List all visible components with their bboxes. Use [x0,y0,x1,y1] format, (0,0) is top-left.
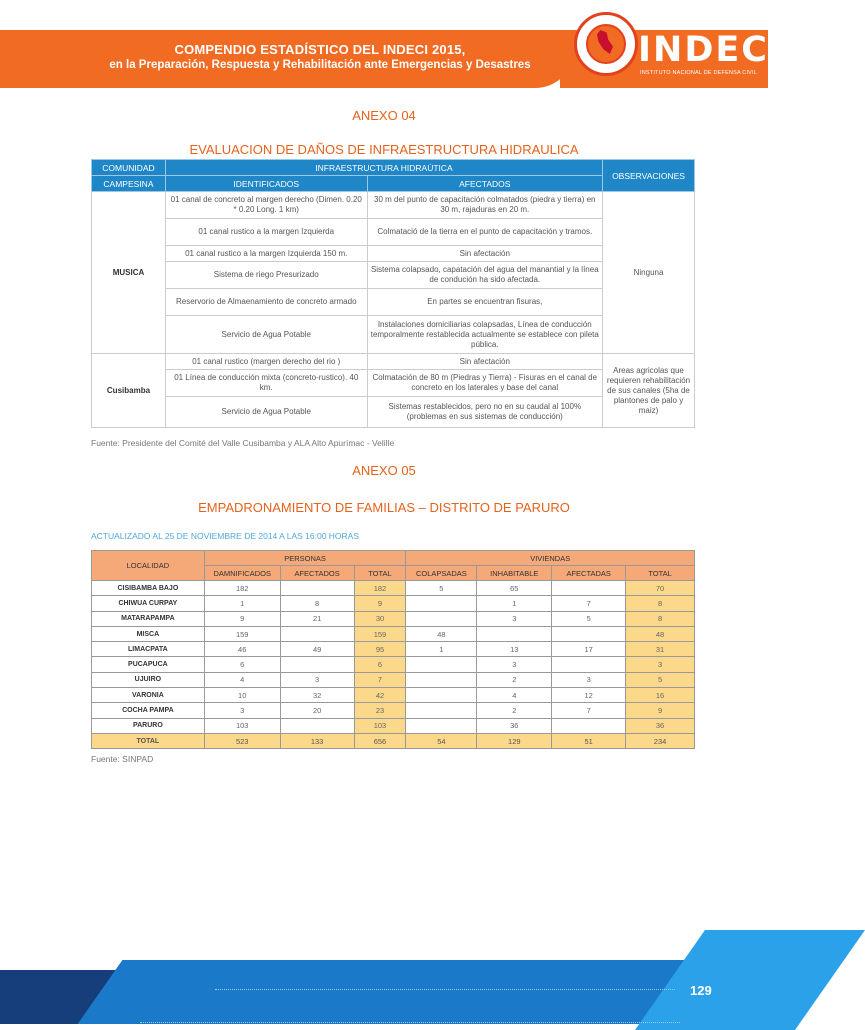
personas-total-cell: 9 [354,596,406,611]
locality-cell: TOTAL [92,733,205,748]
personas-total-cell: 656 [354,733,406,748]
inhabitable-cell: 129 [477,733,552,748]
table-row [92,672,695,687]
affected-cell: 30 m del punto de capacitación colmatados (piedra y tierra) en 30 m, rajaduras en 20 m. [367,192,602,219]
col-header-infra: INFRAESTRUCTURA HIDRAÚTICA [165,160,602,176]
inhabitable-cell: 2 [477,703,552,718]
damnificados-cell: 159 [204,626,280,641]
header-subtitle: en la Preparación, Respuesta y Rehabilitación ante Emergencias y Desastres [109,59,531,71]
viviendas-total-cell: 48 [626,626,695,641]
locality-cell: CHIWUA CURPAY [92,596,205,611]
observation-cell: Areas agricolas que requieren rehabilitación de sus canales (5ha de plantones de palo y maiz) [603,354,695,428]
brand-subtitle: INSTITUTO NACIONAL DE DEFENSA CIVIL [640,70,758,76]
inhabitable-cell: 36 [477,718,552,733]
col-header-personas: PERSONAS [204,551,406,566]
afectados-cell: 49 [280,642,354,657]
viviendas-total-cell: 31 [626,642,695,657]
colapsadas-cell: 1 [406,642,477,657]
identified-cell: Servicio de Agua Potable [165,316,367,354]
affected-cell: Instalaciones domiciliarias colapsadas, Línea de conducción temporalmente restablecida actualmente se establece con pileta pública. [367,316,602,354]
colapsadas-cell [406,657,477,672]
afectadas-cell [552,626,626,641]
viviendas-total-cell: 36 [626,718,695,733]
table-row [92,354,695,370]
afectados-cell: 133 [280,733,354,748]
afectados-cell [280,626,354,641]
damnificados-cell: 46 [204,642,280,657]
afectadas-cell: 5 [552,611,626,626]
table-row [92,611,695,626]
damnificados-cell: 1 [204,596,280,611]
colapsadas-cell: 48 [406,626,477,641]
col-header-afectadas: AFECTADAS [552,566,626,581]
identified-cell: 01 canal de concreto al margen derecho (Dimen. 0.20 * 0.20 Long. 1 km) [165,192,367,219]
personas-total-cell: 103 [354,718,406,733]
afectadas-cell [552,581,626,596]
afectados-cell [280,657,354,672]
family-registry-table [91,550,695,749]
colapsadas-cell [406,611,477,626]
col-header-localidad: LOCALIDAD [92,551,205,581]
inhabitable-cell: 3 [477,611,552,626]
personas-total-cell: 95 [354,642,406,657]
table-row [92,703,695,718]
inhabitable-cell: 2 [477,672,552,687]
col-header-comunidad: COMUNIDAD [92,160,166,176]
personas-total-cell: 7 [354,672,406,687]
affected-cell: Sin afectación [367,354,602,370]
locality-cell: LIMACPATA [92,642,205,657]
infrastructure-damage-table [91,159,695,428]
afectadas-cell: 17 [552,642,626,657]
affected-cell: Sistemas restablecidos, pero no en su caudal al 100% (problemas en sus sistemas de conducción) [367,397,602,428]
table-row [92,596,695,611]
colapsadas-cell: 54 [406,733,477,748]
personas-total-cell: 30 [354,611,406,626]
locality-cell: MATARAPAMPA [92,611,205,626]
viviendas-total-cell: 3 [626,657,695,672]
col-header-afectados: AFECTADOS [367,176,602,192]
identified-cell: 01 canal rustico (margen derecho del rio ) [165,354,367,370]
identified-cell: Servicio de Agua Potable [165,397,367,428]
community-cell: Cusibamba [92,354,166,428]
table-row [92,688,695,703]
table-row [92,642,695,657]
col-header-damnificados: DAMNIFICADOS [204,566,280,581]
observation-cell: Ninguna [603,192,695,354]
viviendas-total-cell: 5 [626,672,695,687]
affected-cell: Sistema colapsado, capatación del agua del manantial y la línea de condución ha sido afectada. [367,262,602,289]
afectadas-cell: 51 [552,733,626,748]
personas-total-cell: 6 [354,657,406,672]
col-header-total: TOTAL [354,566,406,581]
afectados-cell: 21 [280,611,354,626]
colapsadas-cell [406,672,477,687]
footer-dotted-line-2 [140,1022,680,1023]
afectadas-cell: 12 [552,688,626,703]
afectadas-cell: 7 [552,703,626,718]
colapsadas-cell [406,688,477,703]
damnificados-cell: 182 [204,581,280,596]
viviendas-total-cell: 70 [626,581,695,596]
affected-cell: Colmatación de 80 m (Piedras y Tierra) - Fisuras en el canal de concreto en los laterales y base del canal [367,370,602,397]
col-header-viviendas: VIVIENDAS [406,551,695,566]
afectadas-cell: 3 [552,672,626,687]
affected-cell: En partes se encuentran fisuras, [367,289,602,316]
colapsadas-cell [406,703,477,718]
viviendas-total-cell: 16 [626,688,695,703]
table-row [92,626,695,641]
damnificados-cell: 523 [204,733,280,748]
inhabitable-cell [477,626,552,641]
page-number: 129 [690,983,712,998]
locality-cell: MISCA [92,626,205,641]
identified-cell: 01 canal rustico a la margen Izquierda [165,219,367,246]
afectadas-cell [552,718,626,733]
colapsadas-cell: 5 [406,581,477,596]
viviendas-total-cell: 8 [626,611,695,626]
inhabitable-cell: 1 [477,596,552,611]
page-footer [0,900,768,1024]
table-row [92,718,695,733]
inhabitable-cell: 65 [477,581,552,596]
footer-light-band [635,930,865,1030]
damnificados-cell: 103 [204,718,280,733]
affected-cell: Colmatació de la tierra en el punto de capacitación y tramos. [367,219,602,246]
personas-total-cell: 182 [354,581,406,596]
damnificados-cell: 9 [204,611,280,626]
annex4-title: EVALUACION DE DAÑOS DE INFRAESTRUCTURA HIDRAULICA [189,142,579,157]
afectados-cell: 20 [280,703,354,718]
inhabitable-cell: 13 [477,642,552,657]
col-header-afectados: AFECTADOS [280,566,354,581]
afectados-cell: 32 [280,688,354,703]
damnificados-cell: 10 [204,688,280,703]
affected-cell: Sin afectación [367,246,602,262]
locality-cell: UJUIRO [92,672,205,687]
identified-cell: Reservorio de Almaenamiento de concreto armado [165,289,367,316]
table-row [92,657,695,672]
col-header-identificados: IDENTIFICADOS [165,176,367,192]
colapsadas-cell [406,596,477,611]
table-row [92,581,695,596]
personas-total-cell: 23 [354,703,406,718]
col-header-inhabitable: INHABITABLE [477,566,552,581]
locality-cell: VARONIA [92,688,205,703]
afectados-cell: 3 [280,672,354,687]
afectados-cell [280,718,354,733]
damnificados-cell: 3 [204,703,280,718]
afectados-cell: 8 [280,596,354,611]
viviendas-total-cell: 9 [626,703,695,718]
locality-cell: CISIBAMBA BAJO [92,581,205,596]
annex4-source: Fuente: Presidente del Comité del Valle Cusibamba y ALA Alto Apurímac - Velille [91,438,395,448]
annex5-source: Fuente: SINPAD [91,754,154,764]
total-row [92,733,695,748]
annex5-label: ANEXO 05 [352,463,416,478]
damnificados-cell: 6 [204,657,280,672]
annex5-updated: ACTUALIZADO AL 25 DE NOVIEMBRE DE 2014 A LAS 16:00 HORAS [91,531,360,541]
personas-total-cell: 42 [354,688,406,703]
annex5-title: EMPADRONAMIENTO DE FAMILIAS – DISTRITO DE PARURO [198,500,570,515]
identified-cell: Sistema de riego Presurizado [165,262,367,289]
footer-dotted-line [215,989,675,990]
col-header-observaciones: OBSERVACIONES [603,160,695,192]
indeci-seal-logo [574,12,638,76]
personas-total-cell: 159 [354,626,406,641]
locality-cell: PARURO [92,718,205,733]
header-band [0,30,575,88]
damnificados-cell: 4 [204,672,280,687]
identified-cell: 01 canal rustico a la margen Izquierda 150 m. [165,246,367,262]
community-cell: MUSICA [92,192,166,354]
annex4-label: ANEXO 04 [352,108,416,123]
col-header-colapsadas: COLAPSADAS [406,566,477,581]
identified-cell: 01 Línea de conducción mixta (concreto-rustico). 40 km. [165,370,367,397]
inhabitable-cell: 4 [477,688,552,703]
col-header-campesina: CAMPESINA [92,176,166,192]
viviendas-total-cell: 234 [626,733,695,748]
locality-cell: PUCAPUCA [92,657,205,672]
afectadas-cell: 7 [552,596,626,611]
col-header-total2: TOTAL [626,566,695,581]
inhabitable-cell: 3 [477,657,552,672]
afectados-cell [280,581,354,596]
locality-cell: COCHA PAMPA [92,703,205,718]
afectadas-cell [552,657,626,672]
viviendas-total-cell: 8 [626,596,695,611]
table-row [92,192,695,219]
colapsadas-cell [406,718,477,733]
brand-name: INDECI [638,30,784,70]
header-title: COMPENDIO ESTADÍSTICO DEL INDECI 2015, [174,42,466,57]
